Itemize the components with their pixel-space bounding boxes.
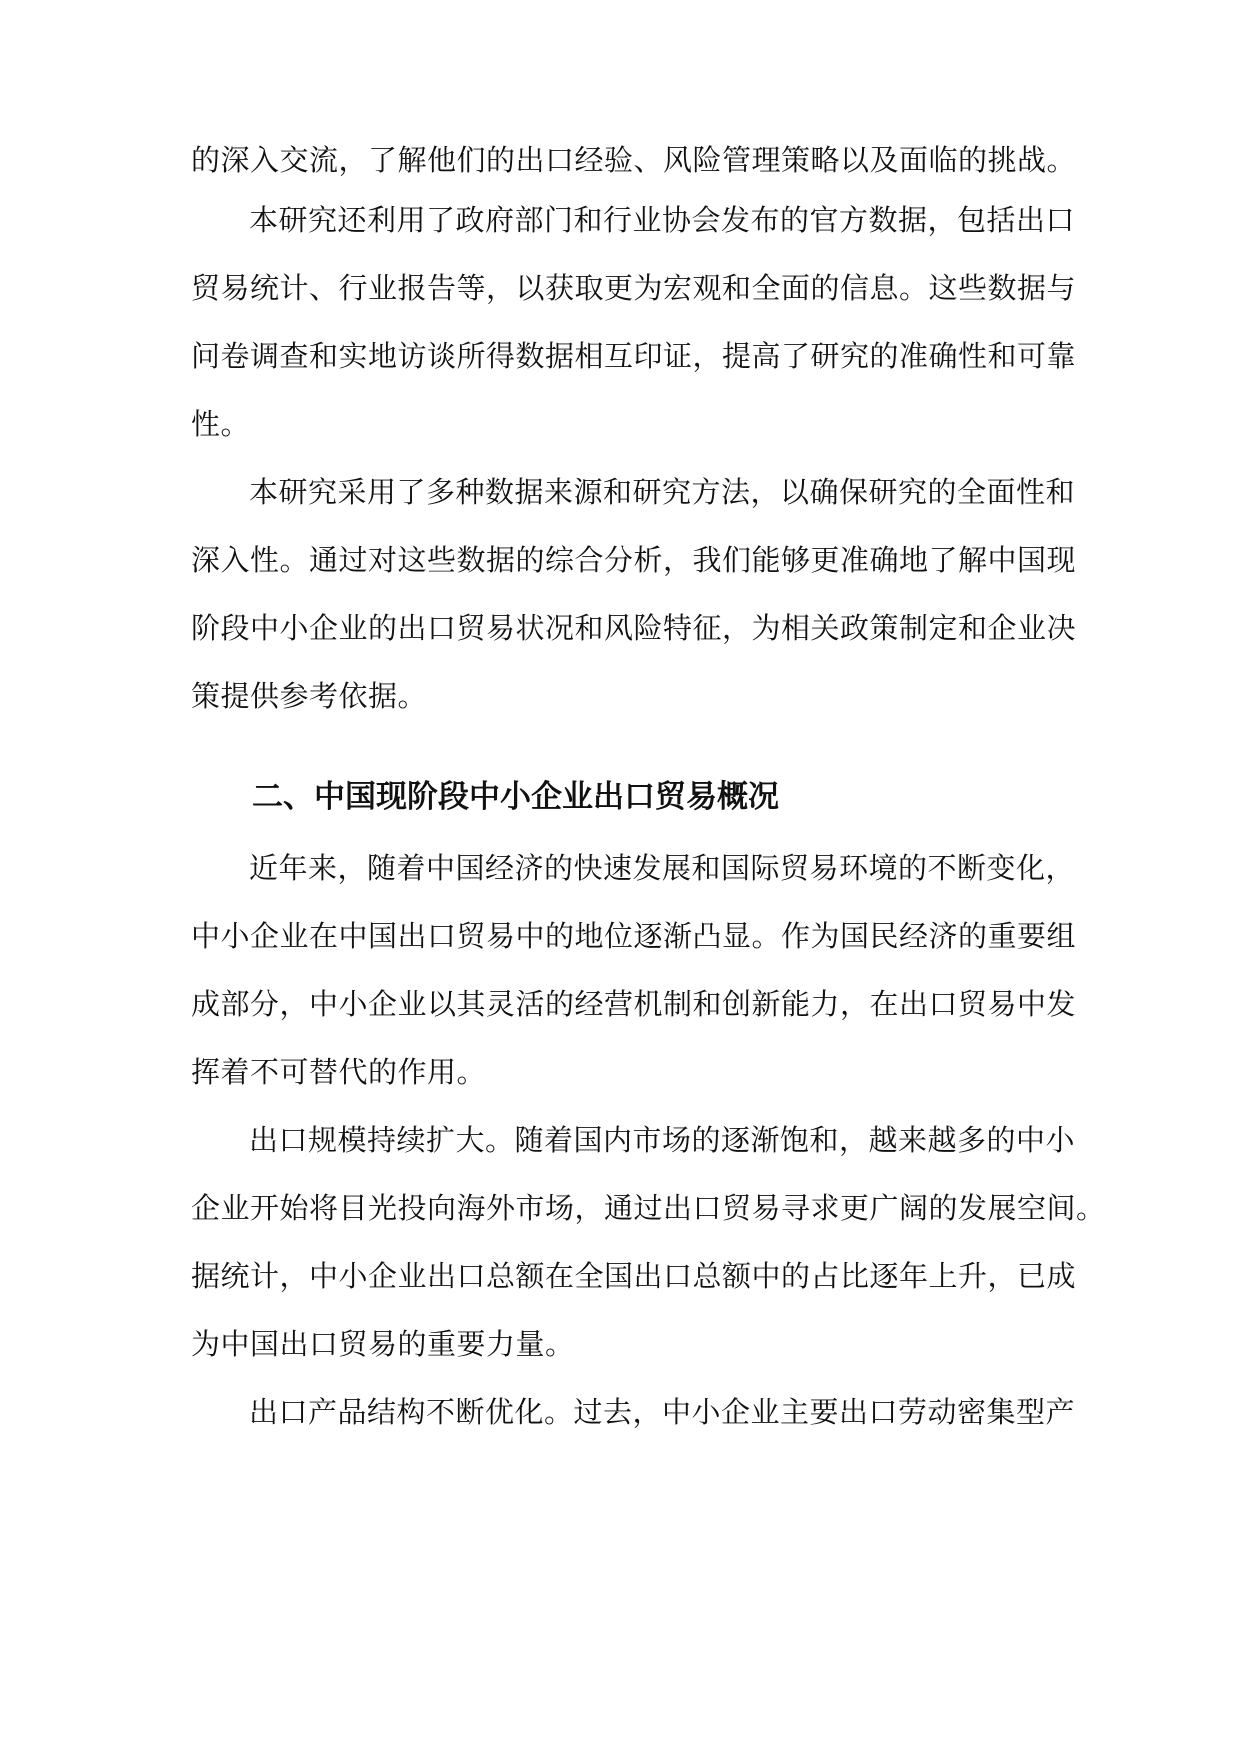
text-line: 深入性。通过对这些数据的综合分析，我们能够更准确地了解中国现 xyxy=(191,543,1077,577)
text-line: 出口规模持续扩大。随着国内市场的逐渐饱和，越来越多的中小 xyxy=(249,1123,1076,1157)
section-heading: 二、中国现阶段中小企业出口贸易概况 xyxy=(252,779,779,815)
text-line: 出口产品结构不断优化。过去，中小企业主要出口劳动密集型产 xyxy=(249,1395,1076,1429)
text-line: 成部分，中小企业以其灵活的经营机制和创新能力，在出口贸易中发 xyxy=(191,987,1077,1021)
text-line: 阶段中小企业的出口贸易状况和风险特征，为相关政策制定和企业决 xyxy=(191,611,1077,645)
text-line: 策提供参考依据。 xyxy=(191,679,428,713)
text-line: 问卷调查和实地访谈所得数据相互印证，提高了研究的准确性和可靠 xyxy=(191,339,1077,373)
text-line: 为中国出口贸易的重要力量。 xyxy=(191,1327,575,1361)
text-line: 近年来，随着中国经济的快速发展和国际贸易环境的不断变化， xyxy=(249,851,1076,885)
text-line: 企业开始将目光投向海外市场，通过出口贸易寻求更广阔的发展空间。 xyxy=(191,1191,1106,1225)
text-line: 据统计，中小企业出口总额在全国出口总额中的占比逐年上升，已成 xyxy=(191,1259,1077,1293)
text-line: 挥着不可替代的作用。 xyxy=(191,1055,487,1089)
text-line: 本研究还利用了政府部门和行业协会发布的官方数据，包括出口 xyxy=(249,203,1076,237)
text-line: 中小企业在中国出口贸易中的地位逐渐凸显。作为国民经济的重要组 xyxy=(191,919,1077,953)
text-line: 本研究采用了多种数据来源和研究方法，以确保研究的全面性和 xyxy=(249,475,1076,509)
text-line: 贸易统计、行业报告等，以获取更为宏观和全面的信息。这些数据与 xyxy=(191,271,1077,305)
text-line: 的深入交流，了解他们的出口经验、风险管理策略以及面临的挑战。 xyxy=(191,143,1077,177)
text-line: 性。 xyxy=(191,407,251,441)
